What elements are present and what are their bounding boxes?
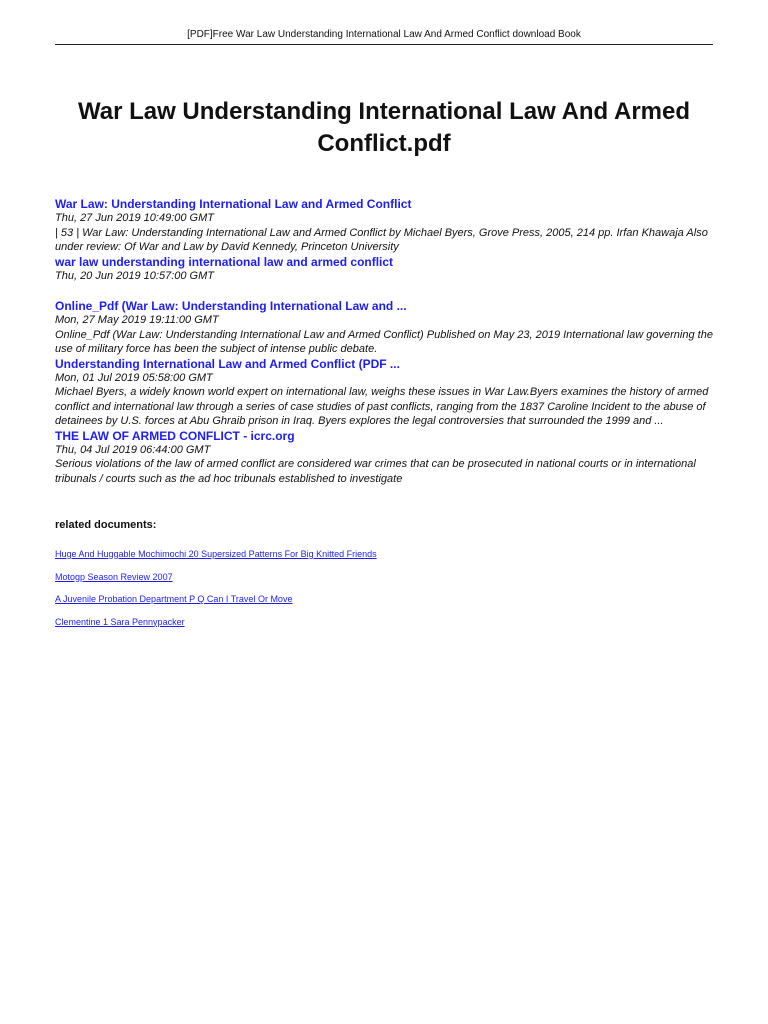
- list-item: [55, 589, 377, 612]
- document-title: War Law Understanding International Law And Armed Conflict.pdf: [77, 98, 691, 157]
- related-document-link[interactable]: Clementine 1 Sara Pennypacker: [55, 616, 185, 627]
- header-divider: [55, 44, 713, 45]
- result-item: [55, 255, 715, 284]
- page-header: [PDF]Free War Law Understanding International Law And Armed Conflict download Book: [187, 29, 581, 40]
- list-item: [55, 612, 377, 635]
- spacer: [55, 283, 715, 299]
- result-link[interactable]: THE LAW OF ARMED CONFLICT - icrc.org: [55, 428, 295, 443]
- result-snippet: Michael Byers, a widely known world expert on international law, weighs these issues in War Law.Byers examines the history of armed conflict and international law through a series of case studies of past conflicts, ranging from the 1837 Caroline Incident to the abuse of detainees by U.S. forces at Abu Ghraib prison in Iraq. Byers explores the legal controversies that surrounded the 1999 and ...: [55, 386, 709, 427]
- result-item: [55, 429, 715, 487]
- result-date: Thu, 27 Jun 2019 10:49:00 GMT: [55, 212, 214, 224]
- list-item: [55, 567, 377, 590]
- result-item: [55, 197, 715, 255]
- result-snippet: Serious violations of the law of armed conflict are considered war crimes that can be prosecuted in national courts or in international tribunals / courts such as the ad hoc tribunals established to investigate: [55, 458, 696, 485]
- result-snippet: Online_Pdf (War Law: Understanding International Law and Armed Conflict) Published on May 23, 2019 International law governing the use of military force has been the subject of intense public debate.: [55, 328, 713, 355]
- result-item: [55, 357, 715, 429]
- result-link[interactable]: Online_Pdf (War Law: Understanding International Law and ...: [55, 299, 407, 313]
- related-documents-heading: related documents:: [55, 519, 157, 531]
- related-documents-list: [55, 544, 377, 634]
- result-link[interactable]: War Law: Understanding International Law and Armed Conflict: [55, 197, 412, 211]
- related-document-link[interactable]: Motogp Season Review 2007: [55, 571, 173, 582]
- result-snippet: | 53 | War Law: Understanding International Law and Armed Conflict by Michael Byers, Grove Press, 2005, 214 pp. Irfan Khawaja Also under review: Of War and Law by David Kennedy, Princeton University: [55, 226, 708, 253]
- related-document-link[interactable]: A Juvenile Probation Department P Q Can I Travel Or Move: [55, 594, 293, 604]
- result-date: Thu, 20 Jun 2019 10:57:00 GMT: [55, 269, 214, 282]
- result-date: Mon, 01 Jul 2019 05:58:00 GMT: [55, 371, 213, 384]
- result-link[interactable]: Understanding International Law and Armed Conflict (PDF ...: [55, 356, 400, 371]
- result-date: Thu, 04 Jul 2019 06:44:00 GMT: [55, 443, 211, 456]
- related-document-link[interactable]: Huge And Huggable Mochimochi 20 Supersized Patterns For Big Knitted Friends: [55, 549, 377, 559]
- search-results: [55, 197, 715, 486]
- result-date: Mon, 27 May 2019 19:11:00 GMT: [55, 314, 219, 326]
- list-item: [55, 544, 377, 567]
- result-link[interactable]: war law understanding international law and armed conflict: [55, 254, 394, 269]
- result-item: [55, 299, 715, 357]
